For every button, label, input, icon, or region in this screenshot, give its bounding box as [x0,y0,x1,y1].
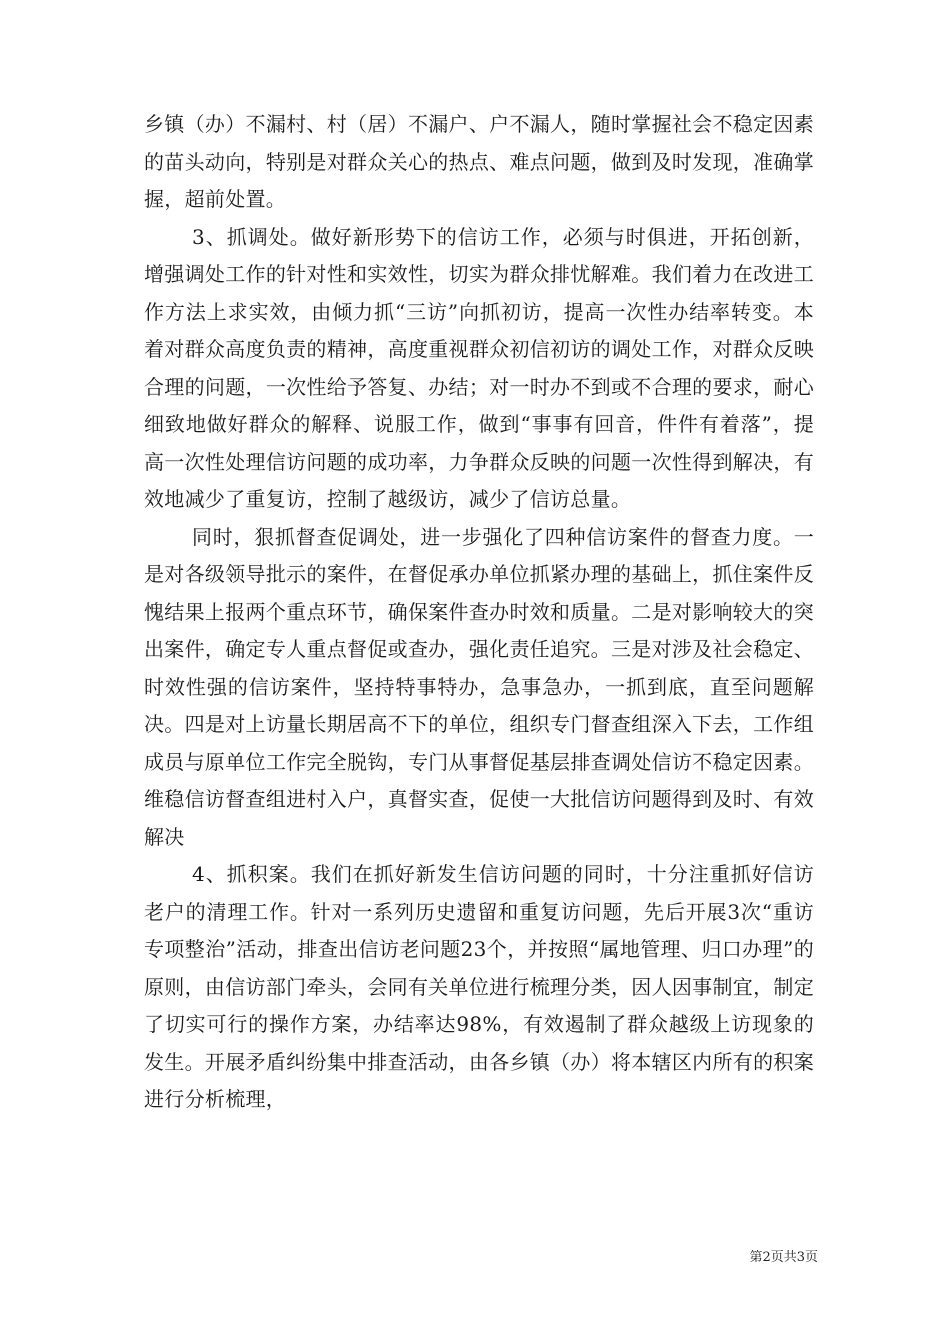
paragraph-1: 乡镇（办）不漏村、村（居）不漏户、户不漏人，随时掌握社会不稳定因素的苗头动向，特别是对群众关心的热点、难点问题，做到及时发现，准确掌握，超前处置。 [144,112,814,211]
document-body [144,106,814,1119]
paragraph-3: 同时，狠抓督查促调处，进一步强化了四种信访案件的督查力度。一是对各级领导批示的案件，在督促承办单位抓紧办理的基础上，抓住案件反愧结果上报两个重点环节，确保案件查办时效和质量。二是对影响较大的突出案件，确定专人重点督促或查办，强化责任追究。三是对涉及社会稳定、时效性强的信访案件，坚持特事特办，急事急办，一抓到底，直至问题解决。四是对上访量长期居高不下的单位，组织专门督查组深入下去，工作组成员与原单位工作完全脱钩，专门从事督促基层排查调处信访不稳定因素。维稳信访督查组进村入户，真督实查，促使一大批信访问题得到及时、有效解决 [144,524,814,849]
paragraph-4: 4、抓积案。我们在抓好新发生信访问题的同时，十分注重抓好信访老户的清理工作。针对一系列历史遗留和重复访问题，先后开展3次“重访专项整治”活动，排查出信访老问题23个，并按照“属地管理、归口办理”的原则，由信访部门牵头，会同有关单位进行梳理分类，因人因事制宜，制定了切实可行的操作方案，办结率达98%，有效遏制了群众越级上访现象的发生。开展矛盾纠纷集中排查活动，由各乡镇（办）将本辖区内所有的积案进行分析梳理， [144,862,814,1111]
page-number-footer: 第2页共3页 [749,1250,818,1265]
paragraph-2: 3、抓调处。做好新形势下的信访工作，必须与时俱进，开拓创新，增强调处工作的针对性和实效性，切实为群众排忧解难。我们着力在改进工作方法上求实效，由倾力抓“三访”向抓初访，提高一次性办结率转变。本着对群众高度负责的精神，高度重视群众初信初访的调处工作，对群众反映合理的问题，一次性给予答复、办结；对一时办不到或不合理的要求，耐心细致地做好群众的解释、说服工作，做到“事事有回音，件件有着落”，提高一次性处理信访问题的成功率，力争群众反映的问题一次性得到解决，有效地减少了重复访，控制了越级访，减少了信访总量。 [144,224,814,511]
